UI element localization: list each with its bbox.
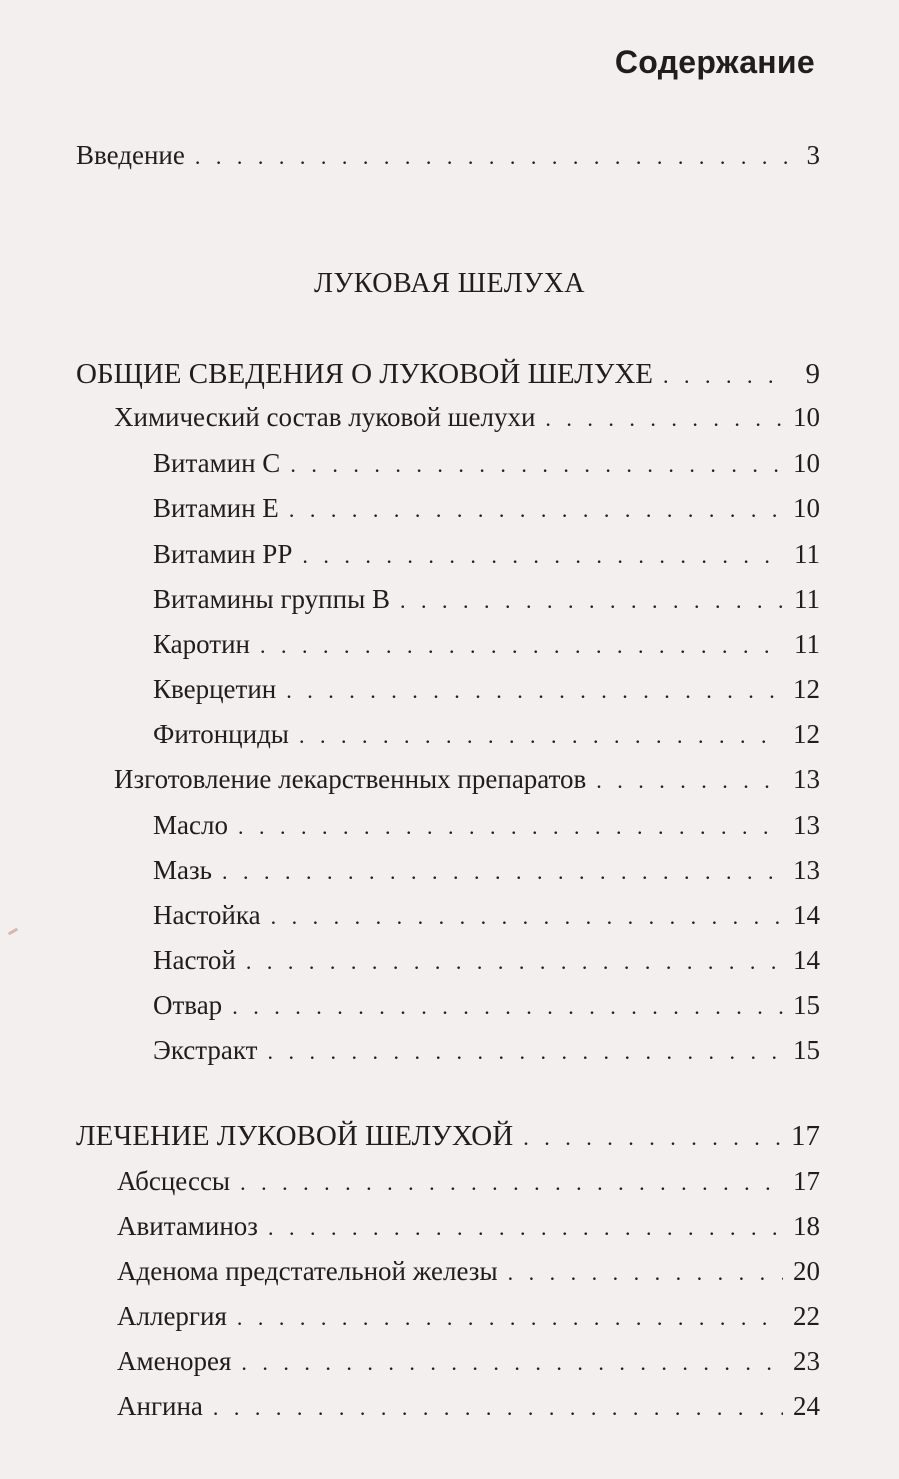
toc-entry-page: 11 xyxy=(794,584,820,614)
toc-item xyxy=(153,1035,820,1066)
toc-entry-label: Химический состав луковой шелухи xyxy=(114,402,536,432)
toc-entry-page: 17 xyxy=(791,1120,820,1152)
leader-dots xyxy=(268,1215,783,1241)
leader-dots xyxy=(302,543,784,569)
toc-entry-page: 13 xyxy=(793,764,820,794)
toc-entry-label: Абсцессы xyxy=(117,1166,231,1196)
toc-subchapter xyxy=(117,1166,820,1197)
toc-item xyxy=(153,629,820,660)
toc-entry-label: ЛЕЧЕНИЕ ЛУКОВОЙ ШЕЛУХОЙ xyxy=(76,1120,514,1152)
toc-entry-page: 14 xyxy=(793,945,820,975)
toc-entry-page: 14 xyxy=(793,900,820,930)
toc-item xyxy=(153,945,820,976)
toc-entry-label: Ангина xyxy=(117,1391,203,1421)
leader-dots xyxy=(289,497,783,523)
toc-entry-label: Витамин С xyxy=(153,448,281,478)
toc-entry-label: Отвар xyxy=(153,990,223,1020)
toc-entry-page: 24 xyxy=(793,1391,820,1421)
leader-dots xyxy=(260,633,784,659)
toc-entry-page: 22 xyxy=(793,1301,820,1331)
leader-dots xyxy=(240,1170,783,1196)
toc-entry-label: Каротин xyxy=(153,629,250,659)
leader-dots xyxy=(267,1039,783,1065)
leader-dots xyxy=(663,363,790,389)
toc-entry-page: 10 xyxy=(793,402,820,432)
toc-entry-page: 20 xyxy=(793,1256,820,1286)
toc-subchapter xyxy=(114,764,820,795)
leader-dots xyxy=(213,1395,783,1421)
leader-dots xyxy=(246,949,783,975)
toc-entry-label: Витамины группы В xyxy=(153,584,390,614)
leader-dots xyxy=(238,814,783,840)
toc-subchapter xyxy=(117,1391,820,1422)
toc-entry-label: Настойка xyxy=(153,900,261,930)
toc-entry-page: 11 xyxy=(794,629,820,659)
toc-entry-page: 9 xyxy=(805,358,820,390)
toc-entry-page: 13 xyxy=(793,855,820,885)
toc-entry-page: 15 xyxy=(793,990,820,1020)
toc-item xyxy=(153,810,820,841)
toc-entry-label: Аденома предстательной железы xyxy=(117,1256,498,1286)
page-title: Содержание xyxy=(614,44,815,80)
toc-entry-label: Витамин Е xyxy=(153,493,279,523)
leader-dots xyxy=(545,406,783,432)
leader-dots xyxy=(523,1125,781,1151)
toc-item xyxy=(153,674,820,705)
toc-entry-label: Экстракт xyxy=(153,1035,258,1065)
toc-entry-page: 12 xyxy=(793,719,820,749)
toc-subchapter xyxy=(117,1211,820,1242)
leader-dots xyxy=(290,452,783,478)
toc-entry-label: Изготовление лекарственных препаратов xyxy=(114,764,587,794)
toc-item xyxy=(153,990,820,1021)
toc-entry-page: 10 xyxy=(793,448,820,478)
toc-item xyxy=(153,719,820,750)
toc-entry-page: 23 xyxy=(793,1346,820,1376)
toc-entry-page: 12 xyxy=(793,674,820,704)
section-title: ЛУКОВАЯ ШЕЛУХА xyxy=(313,268,586,299)
toc-entry-label: Авитаминоз xyxy=(117,1211,258,1241)
toc-subchapter xyxy=(117,1256,820,1287)
toc-entry-page: 3 xyxy=(806,140,820,170)
toc-entry-label: Настой xyxy=(153,945,236,975)
leader-dots xyxy=(286,678,783,704)
toc-entry-label: Введение xyxy=(76,140,185,170)
leader-dots xyxy=(400,588,784,614)
leader-dots xyxy=(222,859,783,885)
leader-dots xyxy=(299,723,783,749)
toc-entry-page: 11 xyxy=(794,539,820,569)
toc-entry-label: ОБЩИЕ СВЕДЕНИЯ О ЛУКОВОЙ ШЕЛУХЕ xyxy=(76,358,654,390)
leader-dots xyxy=(195,144,790,170)
toc-entry-label: Аллергия xyxy=(117,1301,227,1331)
toc-entry-label: Фитонциды xyxy=(153,719,289,749)
toc-entry-page: 18 xyxy=(793,1211,820,1241)
toc-chapter xyxy=(76,1120,820,1153)
toc-subchapter xyxy=(117,1301,820,1332)
leader-dots xyxy=(241,1350,783,1376)
leader-dots xyxy=(237,1305,783,1331)
leader-dots xyxy=(271,904,783,930)
leader-dots xyxy=(508,1260,783,1286)
toc-item xyxy=(153,448,820,479)
leader-dots xyxy=(596,768,783,794)
toc-entry-page: 15 xyxy=(793,1035,820,1065)
toc-entry-label: Аменорея xyxy=(117,1346,232,1376)
toc-item xyxy=(153,900,820,931)
toc-entry-label: Мазь xyxy=(153,855,212,885)
ink-mark xyxy=(8,928,18,936)
toc-entry-page: 13 xyxy=(793,810,820,840)
toc-entry-intro xyxy=(76,140,820,171)
toc-entry-label: Масло xyxy=(153,810,228,840)
leader-dots xyxy=(232,994,783,1020)
toc-chapter xyxy=(76,358,820,391)
toc-subchapter xyxy=(114,402,820,433)
toc-item xyxy=(153,584,820,615)
toc-item xyxy=(153,855,820,886)
toc-entry-page: 10 xyxy=(793,493,820,523)
toc-entry-label: Кверцетин xyxy=(153,674,277,704)
toc-entry-page: 17 xyxy=(793,1166,820,1196)
toc-subchapter xyxy=(117,1346,820,1377)
toc-item xyxy=(153,539,820,570)
toc-entry-label: Витамин РР xyxy=(153,539,293,569)
toc-item xyxy=(153,493,820,524)
